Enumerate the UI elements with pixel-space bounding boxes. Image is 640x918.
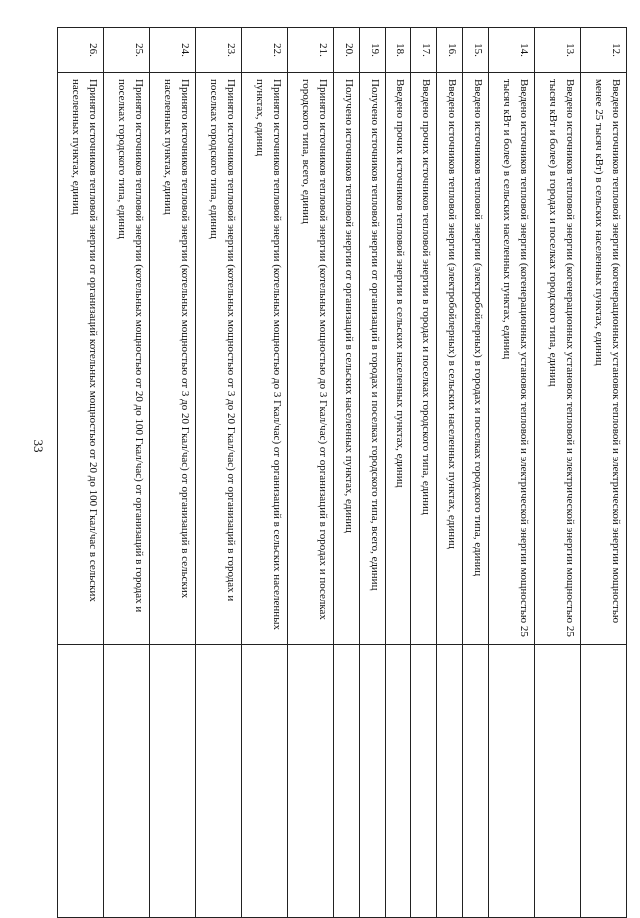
table-row (287, 28, 333, 918)
row-value-cell (104, 645, 150, 918)
table-row (463, 28, 489, 918)
row-indicator-text: Введено прочих источников тепловой энергии в сельских населенных пунктах, единиц (385, 73, 411, 645)
row-indicator-text: Принято источников тепловой энергии (котельных мощностью до 3 Гкал/час) от организаций в городах и поселках городского типа, всего, единиц (287, 73, 333, 645)
table-row (333, 28, 359, 918)
row-number: 19. (359, 28, 385, 73)
table-row (195, 28, 241, 918)
row-indicator-text: Введено источников тепловой энергии (электробойлерных) в городах и поселках городского типа, единиц (463, 73, 489, 645)
row-number: 26. (58, 28, 104, 73)
row-value-cell (535, 645, 581, 918)
table-row (385, 28, 411, 918)
table-row (411, 28, 437, 918)
table-row (359, 28, 385, 918)
row-number: 20. (333, 28, 359, 73)
row-number: 23. (195, 28, 241, 73)
row-indicator-text: Введено источников тепловой энергии (электробойлерных) в сельских населенных пунктах, единиц (437, 73, 463, 645)
row-value-cell (241, 645, 287, 918)
table-row (489, 28, 535, 918)
row-value-cell (385, 645, 411, 918)
row-indicator-text: Принято источников тепловой энергии (котельных мощностью от 3 до 20 Гкал/час) от организаций в сельских населенных пунктах, единиц (150, 73, 196, 645)
row-number: 17. (411, 28, 437, 73)
rotated-table-container (57, 27, 627, 878)
row-number: 14. (489, 28, 535, 73)
table-row (241, 28, 287, 918)
row-number: 13. (535, 28, 581, 73)
table-body (58, 28, 627, 918)
row-value-cell (463, 645, 489, 918)
row-number: 15. (463, 28, 489, 73)
row-indicator-text: Введено источников тепловой энергии (когенерационных установок тепловой и электрической энергии мощностью менее 25 тысяч кВт) в сельских населенных пунктах, единиц (581, 73, 627, 645)
row-indicator-text: Получено источников тепловой энергии от организаций в городах и поселках городского типа, всего, единиц (359, 73, 385, 645)
row-number: 22. (241, 28, 287, 73)
row-indicator-text: Принято источников тепловой энергии (котельных мощностью от 20 до 100 Гкал/час) от организаций в городах и поселках городского типа, единиц (104, 73, 150, 645)
page-number: 33 (31, 439, 46, 453)
row-value-cell (437, 645, 463, 918)
row-number: 21. (287, 28, 333, 73)
row-number: 16. (437, 28, 463, 73)
row-indicator-text: Принято источников тепловой энергии от организаций котельных мощностью от 20 до 100 Гкал/час в сельских населенных пунктах, единиц (58, 73, 104, 645)
table-row (104, 28, 150, 918)
row-value-cell (359, 645, 385, 918)
row-value-cell (195, 645, 241, 918)
row-value-cell (489, 645, 535, 918)
row-indicator-text: Принято источников тепловой энергии (котельных мощностью от 3 до 20 Гкал/час) от организаций в городах и поселках городского типа, единиц (195, 73, 241, 645)
row-value-cell (333, 645, 359, 918)
table-row (535, 28, 581, 918)
row-value-cell (150, 645, 196, 918)
row-indicator-text: Введено источников тепловой энергии (когенерационных установок тепловой и электрической энергии мощностью 25 тысяч кВт и более) в сельских населенных пунктах, единиц (489, 73, 535, 645)
table-row (58, 28, 104, 918)
row-indicator-text: Введено прочих источников тепловой энергии в городах и поселках городского типа, единиц (411, 73, 437, 645)
row-number: 18. (385, 28, 411, 73)
row-number: 12. (581, 28, 627, 73)
row-value-cell (411, 645, 437, 918)
indicator-table (57, 27, 627, 918)
table-row (581, 28, 627, 918)
row-indicator-text: Получено источников тепловой энергии от организаций в сельских населенных пунктах, единиц (333, 73, 359, 645)
row-value-cell (581, 645, 627, 918)
table-row (437, 28, 463, 918)
table-row (150, 28, 196, 918)
row-indicator-text: Введено источников тепловой энергии (когенерационных установок тепловой и электрической энергии мощностью 25 тысяч кВт и более) в городах и поселках городского типа, единиц (535, 73, 581, 645)
row-indicator-text: Принято источников тепловой энергии (котельных мощностью до 3 Гкал/час) от организаций в сельских населенных пунктах, единиц (241, 73, 287, 645)
row-number: 24. (150, 28, 196, 73)
row-number: 25. (104, 28, 150, 73)
row-value-cell (287, 645, 333, 918)
row-value-cell (58, 645, 104, 918)
